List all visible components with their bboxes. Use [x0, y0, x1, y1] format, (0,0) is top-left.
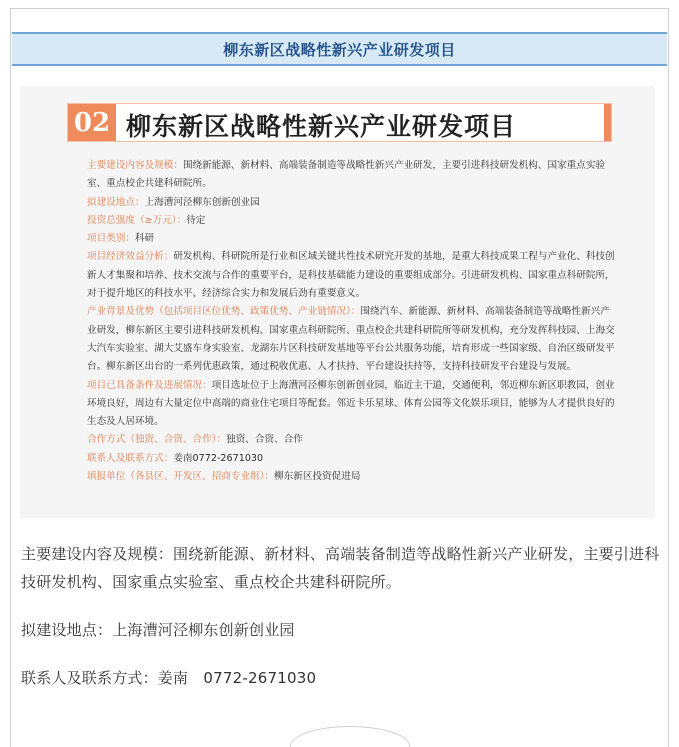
card-row [66, 157, 618, 194]
card-row-label: 填报单位（各县区、开发区、招商专业组）： [87, 471, 275, 483]
card-row-label: 主要建设内容及规模： [87, 160, 183, 171]
card-row-label: 产业背景及优势（包括项目区位优势、政策优势、产业链情况）： [87, 306, 361, 318]
card-row [66, 450, 618, 468]
card-row-label: 拟建设地点： [87, 196, 145, 208]
card-row-label: 项目已具备条件及进展情况： [87, 379, 212, 391]
card-row-label: 联系人及联系方式： [87, 452, 174, 464]
card-row-text: 柳东新区投资促进局 [274, 471, 361, 483]
article-body [21, 540, 661, 720]
card-row [66, 230, 618, 248]
card-row [66, 431, 618, 449]
card-row-label: 项目类别： [87, 233, 135, 245]
card-header [67, 103, 612, 142]
card-row-text: 围绕新能源、新材料、高端装备制造等战略性新兴产业研发，主要引进科技研发机构、国家重点实验室、重点校企共建科研院所。 [87, 160, 606, 190]
card-row [66, 194, 618, 212]
card-row [66, 377, 618, 432]
card-row-text: 项目选址位于上海漕河泾柳东创新创业园，临近主干道，交通便利，邻近柳东新区职教园，创业环境良好，周边有大量定位中高端的商业住宅项目等配套。邻近卡乐星球、体育公园等文化娱乐项目，能够为人才提供良好的生态及人居环境。 [87, 379, 615, 428]
card-row [66, 248, 618, 303]
card-row [66, 212, 618, 230]
card-row-text: 待定 [186, 214, 206, 226]
card-row-text: 围绕汽车、新能源、新材料、高端装备制造等战略性新兴产业研发，柳东新区主要引进科技研发机构、国家重点科研院所、重点校企共建科研院所等研发机构，充分发挥科技园、上海交大汽车实验室、湖大艾盛车身实验室、龙湖东片区科技研发基地等平台公共服务功能，培育形成一些国家级、自治区级研发平台。柳东新区出台的一系列优惠政策，通过税收优惠、人才扶持、平台建设扶持等，支持科技研发平台建设与发展。 [87, 306, 615, 373]
card-row-text: 科研 [134, 233, 155, 245]
card-row-label: 投资总强度（≥万元）： [87, 214, 187, 226]
card-header-accent [604, 104, 611, 141]
card-body [66, 157, 618, 486]
card-row-text: 上海漕河泾柳东创新创业园 [144, 196, 260, 208]
card-row-label: 项目经济效益分析： [87, 251, 174, 263]
card-title: 柳东新区战略性新兴产业研发项目 [126, 112, 517, 141]
card-row-text: 独资、合资、合作 [226, 434, 303, 446]
section-title: 柳东新区战略性新兴产业研发项目 [223, 40, 456, 59]
card-row-text: 研发机构、科研院所是行业和区域关键共性技术研究开发的基地，是重大科技成果工程与产业化、科技创新人才集聚和培养、技术交流与合作的重要平台，是科技基础能力建设的重要组成部分。引进研发机构、国家重点科研院所，对于提升地区的科技水平、经济综合实力和发展后劲有重要意义。 [87, 251, 615, 300]
project-card-image [20, 86, 655, 518]
card-row [66, 303, 618, 376]
card-number-badge: 02 [68, 104, 116, 141]
card-row [66, 468, 618, 486]
card-row-label: 合作方式（独资、合资、合作）： [87, 434, 227, 446]
paragraph-construction-content: 主要建设内容及规模：围绕新能源、新材料、高端装备制造等战略性新兴产业研发，主要引进科技研发机构、国家重点实验室、重点校企共建科研院所。 [21, 545, 660, 591]
paragraph-location: 拟建设地点：上海漕河泾柳东创新创业园 [21, 621, 295, 639]
section-title-bar [12, 32, 667, 66]
paragraph-contact: 联系人及联系方式：姜南 0772-2671030 [21, 669, 317, 687]
card-row-text: 姜南0772-2671030 [173, 452, 264, 464]
